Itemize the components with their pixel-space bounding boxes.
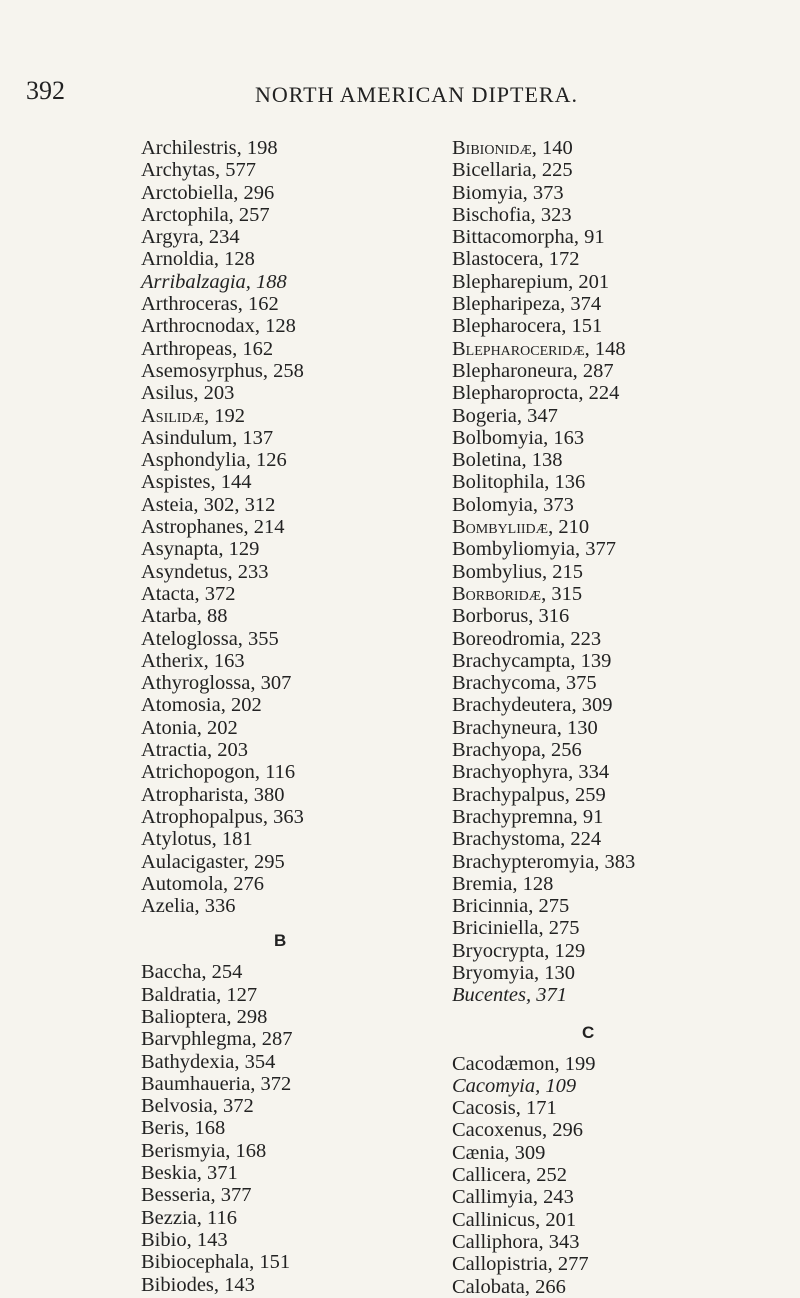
index-entry: Brachyopa, 256 [452, 739, 582, 762]
index-entry: Brachypteromyia, 383 [452, 850, 636, 873]
page-number: 392 [26, 76, 65, 105]
index-entry: Bicellaria, 225 [452, 159, 573, 182]
index-entry: Callopistria, 277 [452, 1253, 589, 1276]
index-entry: Bolomyia, 373 [452, 493, 574, 516]
index-entry: Cacodæmon, 199 [452, 1052, 596, 1075]
index-entry: Atylotus, 181 [141, 828, 253, 851]
index-entry: Callimyia, 243 [452, 1186, 574, 1209]
section-letter: C [582, 1022, 595, 1042]
running-head: NORTH AMERICAN DIPTERA. [255, 82, 578, 107]
entry-group [452, 137, 635, 1007]
index-entry: Atropharista, 380 [141, 783, 285, 806]
index-entry: Automola, 276 [141, 872, 264, 895]
index-entry: Cacoxenus, 296 [452, 1119, 583, 1142]
index-entry: Asteia, 302, 312 [141, 493, 276, 516]
index-entry: Barvphlegma, 287 [141, 1028, 293, 1051]
index-entry: Archilestris, 198 [141, 137, 278, 159]
index-entry: Bombylius, 215 [452, 560, 583, 583]
index-entry: Besseria, 377 [141, 1184, 252, 1207]
index-entry: Brachydeutera, 309 [452, 694, 613, 717]
index-entry: Arctophila, 257 [141, 203, 270, 226]
index-entry: Baccha, 254 [141, 961, 243, 984]
index-entry: Bittacomorpha, 91 [452, 226, 605, 249]
index-entry: Biomyia, 373 [452, 181, 564, 204]
index-entry: Asindulum, 137 [141, 426, 274, 449]
index-entry: Ateloglossa, 355 [141, 627, 279, 650]
index-entry: Cacomyia, 109 [452, 1074, 577, 1097]
index-entry: Archytas, 577 [141, 159, 257, 182]
index-entry: Bibio, 143 [141, 1228, 228, 1251]
section-letter: B [274, 931, 287, 951]
index-entry: Baumhaueria, 372 [141, 1072, 292, 1095]
index-entry: Bolbomyia, 163 [452, 426, 585, 449]
index-entry: Callinicus, 201 [452, 1208, 577, 1231]
index-entry: Borboridæ, 315 [452, 582, 583, 605]
index-entry: Cacosis, 171 [452, 1097, 557, 1120]
index-entry: Atractia, 203 [141, 739, 249, 762]
index-entry: Berismyia, 168 [141, 1139, 267, 1162]
index-entry: Brachystoma, 224 [452, 828, 602, 851]
index-entry: Beris, 168 [141, 1117, 226, 1140]
index-entry: Brachypalpus, 259 [452, 783, 606, 806]
index-column-left [141, 137, 304, 1296]
index-entry: Boletina, 138 [452, 449, 563, 472]
index-entry: Azelia, 336 [141, 895, 236, 918]
index-entry: Bischofia, 323 [452, 203, 572, 226]
index-entry: Arthropeas, 162 [141, 337, 274, 360]
index-entry: Calobata, 266 [452, 1275, 566, 1298]
index-entry: Athyroglossa, 307 [141, 672, 292, 695]
index-entry: Asynapta, 129 [141, 538, 260, 561]
index-entry: Blepharepium, 201 [452, 270, 610, 293]
index-entry: Briciniella, 275 [452, 917, 580, 940]
index-entry: Brachyophyra, 334 [452, 761, 610, 784]
index-entry: Bathydexia, 354 [141, 1050, 276, 1073]
index-entry: Brachycoma, 375 [452, 672, 597, 695]
index-entry: Astrophanes, 214 [141, 516, 285, 539]
index-entry: Aspistes, 144 [141, 471, 252, 494]
index-entry: Bryocrypta, 129 [452, 939, 586, 962]
index-entry: Atherix, 163 [141, 649, 245, 672]
index-entry: Atarba, 88 [141, 605, 228, 628]
index-entry: Blepharoceridæ, 148 [452, 337, 626, 360]
entry-group [141, 961, 304, 1295]
index-entry: Bucentes, 371 [452, 984, 567, 1007]
index-entry: Belvosia, 372 [141, 1095, 254, 1118]
index-entry: Bremia, 128 [452, 872, 554, 895]
index-entry: Asemosyrphus, 258 [141, 359, 304, 382]
index-entry: Aulacigaster, 295 [141, 850, 285, 873]
entry-group [452, 1053, 635, 1298]
entry-group [141, 137, 304, 917]
index-entry: Atomosia, 202 [141, 694, 262, 717]
index-entry: Boreodromia, 223 [452, 627, 602, 650]
index-entry: Bogeria, 347 [452, 404, 558, 427]
index-entry: Brachyneura, 130 [452, 716, 598, 739]
index-entry: Blastocera, 172 [452, 248, 580, 271]
index-entry: Beskia, 371 [141, 1162, 238, 1185]
index-entry: Asyndetus, 233 [141, 560, 269, 583]
index-entry: Bibiodes, 143 [141, 1273, 255, 1296]
index-entry: Blepharocera, 151 [452, 315, 603, 338]
index-entry: Cænia, 309 [452, 1141, 546, 1164]
index-entry: Blepharoprocta, 224 [452, 382, 620, 405]
index-entry: Calliphora, 343 [452, 1230, 580, 1253]
index-entry: Arctobiella, 296 [141, 181, 275, 204]
index-entry: Bibionidæ, 140 [452, 137, 573, 159]
index-entry: Asilidæ, 192 [141, 404, 246, 427]
index-entry: Atacta, 372 [141, 582, 236, 605]
index-entry: Bombyliomyia, 377 [452, 538, 616, 561]
index-entry: Argyra, 234 [141, 226, 240, 249]
index-entry: Bolitophila, 136 [452, 471, 586, 494]
index-entry: Asphondylia, 126 [141, 449, 287, 472]
index-entry: Blepharoneura, 287 [452, 359, 614, 382]
index-entry: Brachycampta, 139 [452, 649, 612, 672]
index-entry: Bricinnia, 275 [452, 895, 570, 918]
index-entry: Balioptera, 298 [141, 1005, 268, 1028]
index-entry: Arnoldia, 128 [141, 248, 255, 271]
index-entry: Atonia, 202 [141, 716, 238, 739]
index-entry: Bryomyia, 130 [452, 961, 575, 984]
index-entry: Bombyliidæ, 210 [452, 516, 590, 539]
index-entry: Arthroceras, 162 [141, 293, 279, 316]
index-entry: Borborus, 316 [452, 605, 570, 628]
index-column-right [452, 137, 635, 1298]
index-entry: Arthrocnodax, 128 [141, 315, 296, 338]
index-entry: Atrophopalpus, 363 [141, 805, 304, 828]
index-entry: Callicera, 252 [452, 1164, 567, 1187]
index-entry: Atrichopogon, 116 [141, 761, 296, 784]
index-entry: Bezzia, 116 [141, 1206, 238, 1229]
index-entry: Baldratia, 127 [141, 983, 258, 1006]
index-entry: Brachypremna, 91 [452, 805, 604, 828]
index-entry: Bibiocephala, 151 [141, 1251, 291, 1274]
index-entry: Blepharipeza, 374 [452, 293, 602, 316]
index-entry: Asilus, 203 [141, 382, 235, 405]
index-entry: Arribalzagia, 188 [141, 270, 287, 293]
